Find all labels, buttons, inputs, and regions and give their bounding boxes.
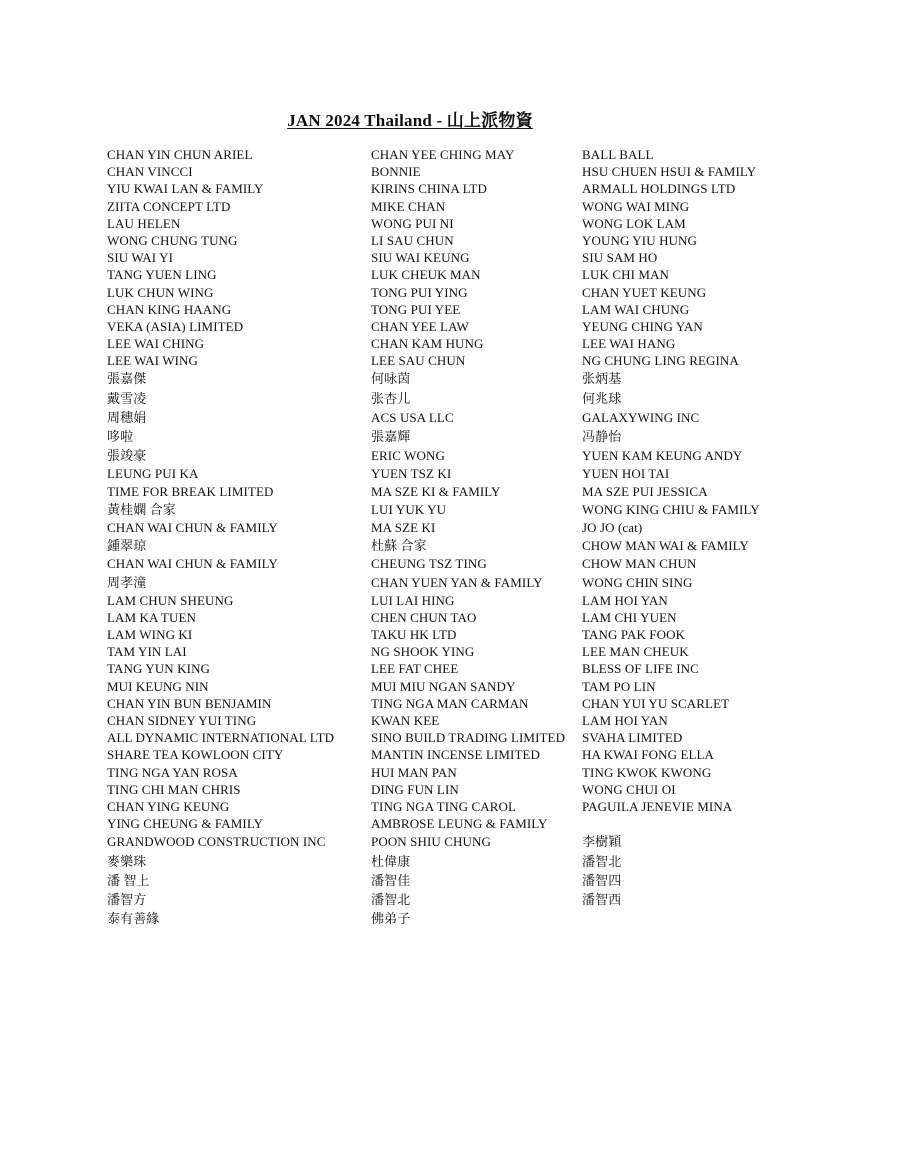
name-entry: CHAN YING KEUNG bbox=[107, 798, 230, 814]
name-entry: LAM HOI YAN bbox=[582, 713, 668, 728]
name-entry: LEE WAI WING bbox=[107, 353, 198, 369]
name-entry: GALAXYWING INC bbox=[582, 409, 700, 425]
name-entry: WONG LOK LAM bbox=[582, 215, 686, 231]
name-entry: LEE FAT CHEE bbox=[371, 661, 459, 677]
name-entry: 潘智北 bbox=[582, 853, 622, 869]
name-entry: 何兆球 bbox=[582, 390, 622, 406]
name-entry: 张炳基 bbox=[582, 371, 622, 387]
name-entry: CHAN YUI YU SCARLET bbox=[582, 695, 730, 711]
name-entry: CHAN KING HAANG bbox=[107, 301, 232, 317]
name-entry: TING KWOK KWONG bbox=[582, 764, 712, 780]
name-entry: MA SZE KI & FAMILY bbox=[371, 483, 501, 499]
name-entry: MUI KEUNG NIN bbox=[107, 678, 209, 694]
name-entry: WONG KING CHIU & FAMILY bbox=[582, 501, 760, 517]
name-entry: 哆啦 bbox=[107, 429, 134, 444]
name-entry: ALL DYNAMIC INTERNATIONAL LTD bbox=[107, 730, 335, 746]
name-entry: 李樹穎 bbox=[582, 834, 622, 850]
name-entry: MUI MIU NGAN SANDY bbox=[371, 678, 516, 694]
name-entry: BALL BALL bbox=[582, 147, 654, 162]
name-entry: LUK CHI MAN bbox=[582, 267, 670, 283]
name-entry: LEE WAI HANG bbox=[582, 336, 676, 352]
name-entry: CHAN WAI CHUN & FAMILY bbox=[107, 519, 278, 535]
name-entry: WONG CHUNG TUNG bbox=[107, 232, 238, 248]
name-entry: CHAN YEE LAW bbox=[371, 318, 469, 334]
name-entry: SIU SAM HO bbox=[582, 250, 658, 266]
name-entry: 张杏儿 bbox=[371, 390, 411, 406]
name-entry: LUK CHEUK MAN bbox=[371, 267, 481, 283]
name-entry: YEUNG CHING YAN bbox=[582, 318, 703, 334]
name-entry: KWAN KEE bbox=[371, 713, 440, 728]
name-column-1 bbox=[107, 146, 334, 928]
name-entry: 杜偉康 bbox=[371, 853, 411, 869]
name-entry: 鍾翠琼 bbox=[107, 538, 147, 554]
name-entry: TIME FOR BREAK LIMITED bbox=[107, 483, 274, 499]
name-entry: AMBROSE LEUNG & FAMILY bbox=[371, 816, 548, 832]
name-entry: WONG CHIN SING bbox=[582, 574, 693, 590]
name-entry: MA SZE PUI JESSICA bbox=[582, 483, 708, 499]
name-entry: CHEUNG TSZ TING bbox=[371, 556, 487, 572]
name-entry: BLESS OF LIFE INC bbox=[582, 661, 699, 677]
name-entry: CHAN SIDNEY YUI TING bbox=[107, 713, 257, 728]
name-entry: YIU KWAI LAN & FAMILY bbox=[107, 181, 264, 197]
name-entry: CHAN WAI CHUN & FAMILY bbox=[107, 556, 278, 572]
name-column-2 bbox=[371, 146, 565, 928]
name-entry: 潘智四 bbox=[582, 872, 622, 888]
name-entry: HUI MAN PAN bbox=[371, 764, 457, 780]
name-entry: TAKU HK LTD bbox=[371, 627, 457, 643]
name-entry bbox=[582, 815, 760, 832]
name-entry: LEE WAI CHING bbox=[107, 336, 205, 352]
name-entry: LAM WAI CHUNG bbox=[582, 301, 690, 317]
name-entry: CHOW MAN WAI & FAMILY bbox=[582, 538, 749, 554]
name-entry: MANTIN INCENSE LIMITED bbox=[371, 747, 541, 763]
name-entry: YUEN HOI TAI bbox=[582, 466, 670, 482]
name-entry: 潘智方 bbox=[107, 891, 147, 907]
name-entry: SIU WAI KEUNG bbox=[371, 250, 470, 266]
name-entry: 泰有善緣 bbox=[107, 911, 160, 927]
name-entry: LAM WING KI bbox=[107, 627, 193, 643]
name-entry: NG SHOOK YING bbox=[371, 644, 475, 660]
name-entry: CHAN VINCCI bbox=[107, 164, 193, 180]
name-entry: CHAN YUEN YAN & FAMILY bbox=[371, 574, 543, 590]
name-column-3 bbox=[582, 146, 760, 909]
name-entry: YUEN KAM KEUNG ANDY bbox=[582, 448, 743, 464]
name-entry: NG CHUNG LING REGINA bbox=[582, 353, 739, 369]
name-entry: TING NGA MAN CARMAN bbox=[371, 695, 529, 711]
name-entry: 潘 智上 bbox=[107, 872, 150, 888]
name-entry: SINO BUILD TRADING LIMITED bbox=[371, 730, 566, 746]
name-entry: TONG PUI YING bbox=[371, 284, 468, 300]
name-entry: 張嘉傑 bbox=[107, 371, 147, 387]
name-entry: LAM HOI YAN bbox=[582, 592, 668, 608]
name-entry: TAM YIN LAI bbox=[107, 644, 187, 660]
name-entry: LEE SAU CHUN bbox=[371, 353, 466, 369]
name-entry: 佛弟子 bbox=[371, 911, 411, 927]
name-entry: 潘智北 bbox=[371, 891, 411, 907]
name-entry: CHAN YIN CHUN ARIEL bbox=[107, 147, 253, 162]
name-entry: MA SZE KI bbox=[371, 519, 436, 535]
name-entry: TAM PO LIN bbox=[582, 678, 656, 694]
name-entry: HA KWAI FONG ELLA bbox=[582, 747, 715, 763]
name-entry: TING CHI MAN CHRIS bbox=[107, 781, 241, 797]
name-entry: LAM CHUN SHEUNG bbox=[107, 592, 234, 608]
name-entry: CHAN KAM HUNG bbox=[371, 336, 484, 352]
name-entry: LAM KA TUEN bbox=[107, 609, 196, 625]
name-entry: SHARE TEA KOWLOON CITY bbox=[107, 747, 284, 763]
name-entry: 周穗娟 bbox=[107, 409, 147, 425]
name-entry: KIRINS CHINA LTD bbox=[371, 181, 487, 197]
name-entry: PAGUILA JENEVIE MINA bbox=[582, 798, 733, 814]
name-entry: LEE MAN CHEUK bbox=[582, 644, 689, 660]
name-entry: VEKA (ASIA) LIMITED bbox=[107, 318, 244, 334]
name-entry: TONG PUI YEE bbox=[371, 301, 461, 317]
name-entry: YING CHEUNG & FAMILY bbox=[107, 816, 264, 832]
name-entry: 潘智西 bbox=[582, 891, 622, 907]
name-entry: TING NGA YAN ROSA bbox=[107, 764, 238, 780]
name-entry: GRANDWOOD CONSTRUCTION INC bbox=[107, 834, 326, 850]
name-entry: TANG YUEN LING bbox=[107, 267, 217, 283]
name-entry: 周孝潼 bbox=[107, 574, 147, 590]
name-entry: LAU HELEN bbox=[107, 215, 181, 231]
name-entry: 張嘉輝 bbox=[371, 429, 411, 444]
name-entry: JO JO (cat) bbox=[582, 519, 643, 535]
name-entry: WONG WAI MING bbox=[582, 198, 690, 214]
name-entry: TANG YUN KING bbox=[107, 661, 211, 677]
name-entry: TANG PAK FOOK bbox=[582, 627, 686, 643]
name-entry: 冯静怡 bbox=[582, 429, 622, 444]
name-entry: ERIC WONG bbox=[371, 448, 445, 464]
name-entry: HSU CHUEN HSUI & FAMILY bbox=[582, 164, 757, 180]
name-entry: ACS USA LLC bbox=[371, 409, 454, 425]
name-entry: SVAHA LIMITED bbox=[582, 730, 683, 746]
name-entry: CHOW MAN CHUN bbox=[582, 556, 697, 572]
name-entry: 張竣豪 bbox=[107, 448, 147, 464]
name-entry: CHAN YIN BUN BENJAMIN bbox=[107, 695, 272, 711]
name-entry: WONG PUI NI bbox=[371, 215, 454, 231]
name-entry: WONG CHUI OI bbox=[582, 781, 676, 797]
name-entry: LEUNG PUI KA bbox=[107, 466, 199, 482]
name-entry: SIU WAI YI bbox=[107, 250, 173, 266]
name-entry: LUI YUK YU bbox=[371, 501, 447, 517]
name-entry: 何咏茵 bbox=[371, 371, 411, 387]
name-entry: YUEN TSZ KI bbox=[371, 466, 452, 482]
name-entry: LI SAU CHUN bbox=[371, 232, 454, 248]
name-entry: 黃桂嫻 合家 bbox=[107, 501, 176, 517]
name-entry: ARMALL HOLDINGS LTD bbox=[582, 181, 736, 197]
name-entry: LAM CHI YUEN bbox=[582, 609, 677, 625]
name-entry: CHEN CHUN TAO bbox=[371, 609, 477, 625]
name-entry: BONNIE bbox=[371, 164, 421, 180]
name-entry: LUI LAI HING bbox=[371, 592, 455, 608]
name-entry: 潘智佳 bbox=[371, 872, 411, 888]
name-entry: MIKE CHAN bbox=[371, 198, 446, 214]
name-entry: TING NGA TING CAROL bbox=[371, 798, 517, 814]
name-entry: CHAN YUET KEUNG bbox=[582, 284, 707, 300]
name-entry: YOUNG YIU HUNG bbox=[582, 232, 698, 248]
name-entry: CHAN YEE CHING MAY bbox=[371, 147, 515, 162]
name-entry: POON SHIU CHUNG bbox=[371, 834, 491, 850]
name-entry: 杜蘇 合家 bbox=[371, 538, 427, 554]
name-entry: 戴雪凌 bbox=[107, 390, 147, 406]
document-title: JAN 2024 Thailand - 山上派物資 bbox=[287, 111, 533, 130]
name-entry: 麥樂珠 bbox=[107, 853, 147, 869]
name-entry: DING FUN LIN bbox=[371, 781, 459, 797]
name-entry: ZIITA CONCEPT LTD bbox=[107, 198, 231, 214]
name-entry: LUK CHUN WING bbox=[107, 284, 214, 300]
